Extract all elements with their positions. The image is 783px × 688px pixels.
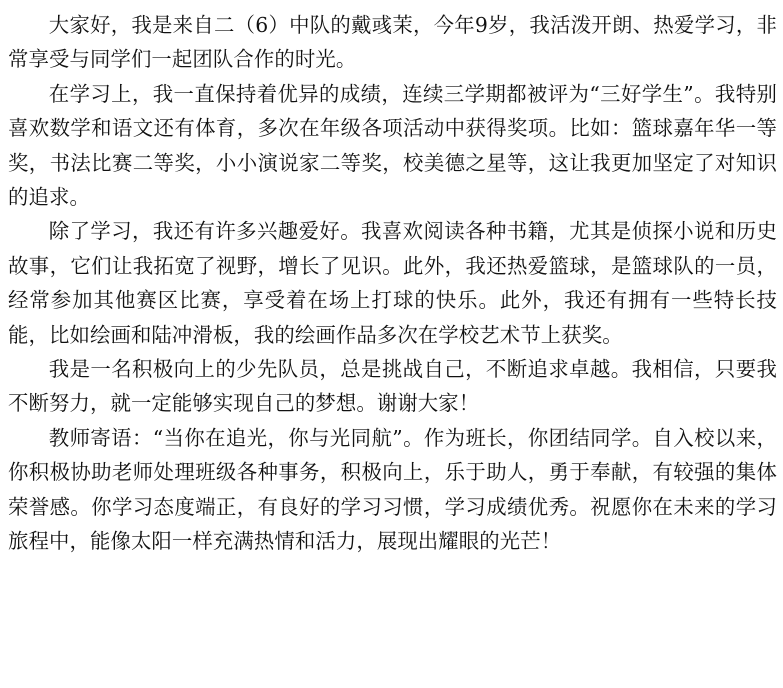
paragraph-teacher-comment: 教师寄语：“当你在追光，你与光同航”。作为班长，你团结同学。自入校以来，你积极协助老师处理班级各种事务，积极向上，乐于助人，勇于奉献，有较强的集体荣誉感。你学习态度端正，有良好的学习习惯，学习成绩优秀。祝愿你在未来的学习旅程中，能像太阳一样充满热情和活力，展现出耀眼的光芒！ xyxy=(8,425,777,554)
paragraph-self-introduction: 大家好，我是来自二（6）中队的戴彧茉，今年9岁，我活泼开朗、热爱学习，非常享受与同学们一起团队合作的时光。 xyxy=(8,13,777,72)
paragraph-closing: 我是一名积极向上的少先队员，总是挑战自己，不断追求卓越。我相信，只要我不断努力，就一定能够实现自己的梦想。谢谢大家！ xyxy=(8,357,777,416)
paragraph-hobbies: 除了学习，我还有许多兴趣爱好。我喜欢阅读各种书籍，尤其是侦探小说和历史故事，它们让我拓宽了视野，增长了见识。此外，我还热爱篮球，是篮球队的一员，经常参加其他赛区比赛，享受着在场上打球的快乐。此外，我还有拥有一些特长技能，比如绘画和陆冲滑板，我的绘画作品多次在学校艺术节上获奖。 xyxy=(8,219,777,347)
paragraph-academics: 在学习上，我一直保持着优异的成绩，连续三学期都被评为“三好学生”。我特别喜欢数学和语文还有体育，多次在年级各项活动中获得奖项。比如：篮球嘉年华一等奖，书法比赛二等奖，小小演说家二等奖，校美德之星等，这让我更加坚定了对知识的追求。 xyxy=(8,81,777,210)
